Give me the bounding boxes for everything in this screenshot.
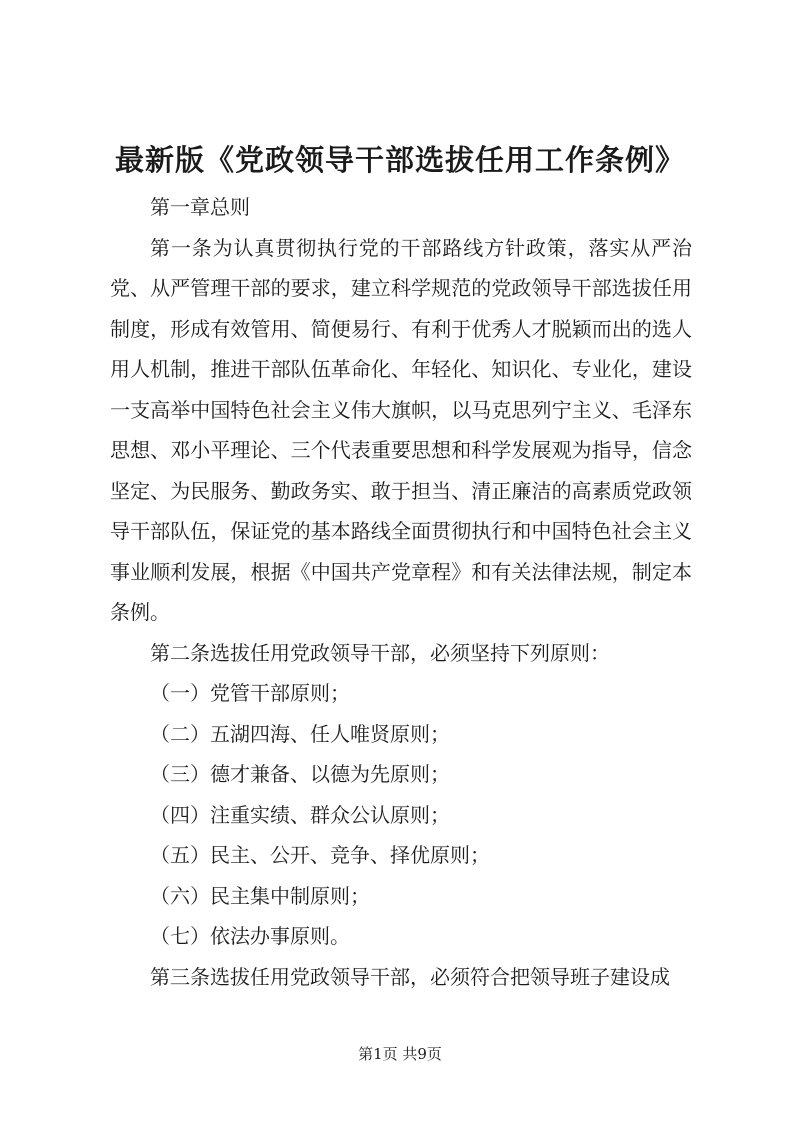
principle-item: （七）依法办事原则。 [150, 924, 350, 948]
principle-item: （五）民主、公开、竞争、择优原则； [150, 843, 490, 867]
principle-item: （四）注重实绩、群众公认原则； [150, 802, 450, 827]
principle-item: （六）民主集中制原则； [150, 883, 370, 908]
page-number-footer: 第1页 共9页 [358, 1045, 442, 1063]
chapter-heading: 第一章总则 [150, 195, 250, 219]
document-title: 最新版《党政领导干部选拔任用工作条例》 [114, 143, 685, 177]
article-1-paragraph: 第一条为认真贯彻执行党的干部路线方针政策，落实从严治党、从严管理干部的要求，建立科学规范的党政领导干部选拔任用制度，形成有效管用、简便易行、有利于优秀人才脱颖而出的选人用人机制，推进干部队伍革命化、年轻化、知识化、专业化，建设一支高举中国特色社会主义伟大旗帜，以马克思列宁主义、毛泽东思想、邓小平理论、三个代表重要思想和科学发展观为指导，信念坚定、为民服务、勤政务实、敢于担当、清正廉洁的高素质党政领导干部队伍，保证党的基本路线全面贯彻执行和中国特色社会主义事业顺利发展，根据《中国共产党章程》和有关法律法规，制定本条例。 [110, 235, 692, 624]
principle-item: （二）五湖四海、任人唯贤原则； [150, 721, 450, 746]
document-body [110, 187, 692, 997]
principle-item: （一）党管干部原则； [150, 681, 350, 705]
article-3-paragraph: 第三条选拔任用党政领导干部，必须符合把领导班子建设成 [150, 964, 670, 989]
principle-item: （三）德才兼备、以德为先原则； [150, 762, 450, 786]
article-2-intro: 第二条选拔任用党政领导干部，必须坚持下列原则： [150, 640, 610, 665]
